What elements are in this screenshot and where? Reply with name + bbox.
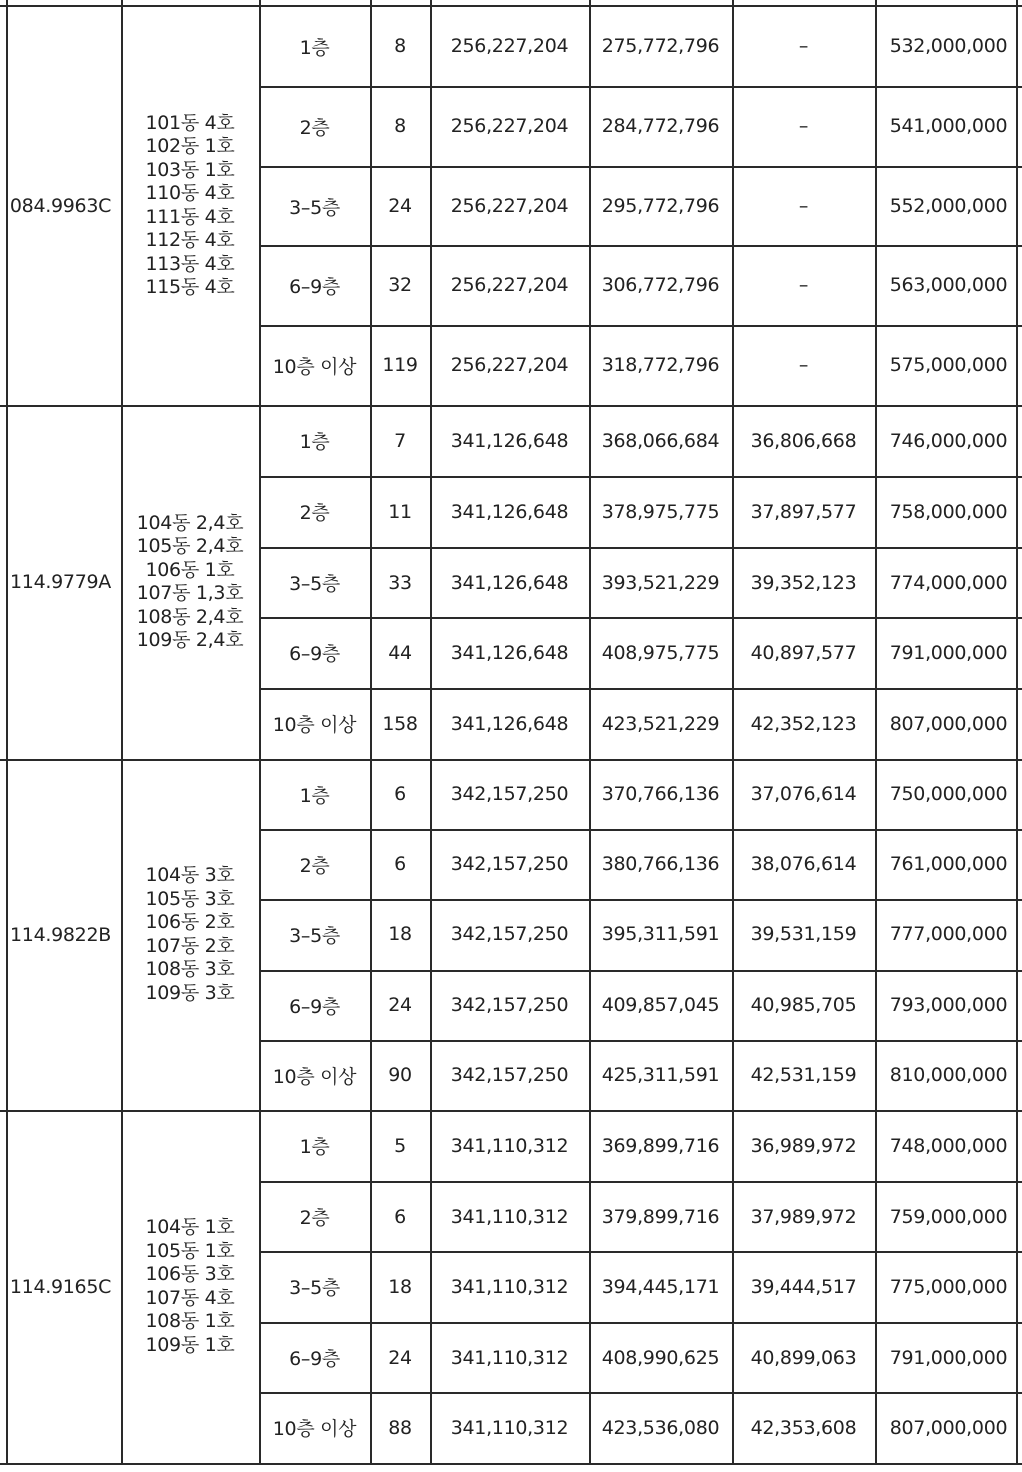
land-cell: 256,227,204 [450,115,569,137]
total-cell: 748,000,000 [889,1134,1008,1157]
total-cell: 807,000,000 [889,712,1008,735]
land-cell: 256,227,204 [450,354,569,376]
floor-cell: 2층 [299,116,330,139]
building-cell: 423,521,229 [601,712,720,735]
floor-cell: 2층 [299,854,330,877]
total-cell: 810,000,000 [889,1064,1008,1086]
total-cell: 775,000,000 [889,1275,1008,1298]
building-cell: 378,975,775 [601,500,720,523]
count-cell: 18 [388,1275,412,1298]
vat-cell: 42,352,123 [750,712,857,735]
total-cell: 793,000,000 [889,994,1008,1016]
building-cell: 295,772,796 [601,195,720,217]
floor-cell: 3–5층 [289,573,340,595]
vat-cell: 40,985,705 [750,994,857,1016]
group-divider [0,1463,1022,1465]
building-cell: 306,772,796 [601,274,720,296]
land-cell: 341,126,648 [450,712,569,735]
land-cell: 341,126,648 [450,429,569,452]
floor-cell: 10층 이상 [272,714,357,736]
land-cell: 341,110,312 [450,1416,569,1439]
total-cell: 575,000,000 [889,354,1008,376]
floor-cell: 1층 [299,36,330,59]
total-cell: 541,000,000 [889,115,1008,137]
count-cell: 18 [388,923,412,945]
floor-cell: 10층 이상 [272,1065,357,1088]
vat-cell: 36,989,972 [750,1134,857,1157]
floor-cell: 1층 [299,1136,330,1158]
unit-type-cell: 114.9822B [10,923,111,946]
floor-cell: 2층 [299,502,330,524]
floor-cell: 1층 [299,784,330,807]
vat-cell: 40,897,577 [750,641,857,664]
floor-cell: 6–9층 [289,275,340,298]
count-cell: 32 [388,274,412,296]
land-cell: 341,126,648 [450,641,569,664]
vat-cell: 40,899,063 [750,1346,857,1369]
land-cell: 256,227,204 [450,35,569,57]
count-cell: 119 [382,354,418,376]
vat-cell: 37,897,577 [750,500,857,523]
floor-cell: 3–5층 [289,924,340,947]
total-cell: 759,000,000 [889,1205,1008,1228]
building-units-cell: 104동 3호 105동 3호 106동 2호 107동 2호 108동 3호 109동 3호 [145,864,235,1004]
floor-cell: 3–5층 [289,196,340,219]
land-cell: 341,110,312 [450,1275,569,1298]
land-cell: 341,110,312 [450,1346,569,1369]
building-cell: 380,766,136 [601,853,720,875]
count-cell: 88 [388,1416,412,1439]
land-cell: 341,110,312 [450,1205,569,1228]
vat-cell: 38,076,614 [750,853,857,875]
total-cell: 791,000,000 [889,641,1008,664]
building-cell: 370,766,136 [601,783,720,805]
count-cell: 6 [394,1205,406,1228]
land-cell: 342,157,250 [450,783,569,805]
vat-cell: – [798,115,809,137]
building-units-cell: 104동 2,4호 105동 2,4호 106동 1호 107동 1,3호 108동 2,4호 109동 2,4호 [136,511,244,651]
total-cell: 563,000,000 [889,274,1008,296]
building-cell: 318,772,796 [601,354,720,376]
unit-type-cell: 114.9165C [9,1275,112,1298]
building-cell: 425,311,591 [601,1064,720,1086]
vat-cell: – [798,35,809,57]
count-cell: 90 [388,1064,412,1086]
land-cell: 342,157,250 [450,994,569,1016]
total-cell: 791,000,000 [889,1346,1008,1369]
count-cell: 8 [394,115,406,137]
vat-cell: 42,353,608 [750,1416,857,1439]
count-cell: 8 [394,35,406,57]
total-cell: 750,000,000 [889,783,1008,805]
floor-cell: 10층 이상 [272,355,357,378]
count-cell: 5 [394,1134,406,1157]
building-units-cell: 104동 1호 105동 1호 106동 3호 107동 4호 108동 1호 109동 1호 [145,1216,235,1356]
building-cell: 423,536,080 [601,1416,720,1439]
vat-cell: 37,989,972 [750,1205,857,1228]
land-cell: 341,126,648 [450,500,569,523]
total-cell: 807,000,000 [889,1416,1008,1439]
total-cell: 758,000,000 [889,500,1008,523]
vat-cell: – [798,195,809,217]
count-cell: 158 [382,712,418,735]
count-cell: 24 [388,994,412,1016]
total-cell: 746,000,000 [889,429,1008,452]
floor-cell: 3–5층 [289,1277,340,1299]
land-cell: 256,227,204 [450,274,569,296]
floor-cell: 6–9층 [289,1348,340,1370]
vat-cell: 39,444,517 [750,1275,857,1298]
count-cell: 7 [394,429,406,452]
building-cell: 408,990,625 [601,1346,720,1369]
building-cell: 284,772,796 [601,115,720,137]
building-cell: 408,975,775 [601,641,720,664]
building-units-cell: 101동 4호 102동 1호 103동 1호 110동 4호 111동 4호 112동 4호 113동 4호 115동 4호 [145,111,235,298]
total-cell: 777,000,000 [889,923,1008,945]
building-cell: 409,857,045 [601,994,720,1016]
vat-cell: 39,352,123 [750,571,857,594]
total-cell: 761,000,000 [889,853,1008,875]
unit-type-cell: 084.9963C [9,194,112,217]
total-cell: 532,000,000 [889,35,1008,57]
total-cell: 774,000,000 [889,571,1008,594]
land-cell: 341,110,312 [450,1134,569,1157]
count-cell: 6 [394,853,406,875]
total-cell: 552,000,000 [889,195,1008,217]
vat-cell: 36,806,668 [750,429,857,452]
vat-cell: – [798,274,809,296]
floor-cell: 1층 [299,431,330,453]
floor-cell: 10층 이상 [272,1418,357,1440]
land-cell: 342,157,250 [450,853,569,875]
land-cell: 341,126,648 [450,571,569,594]
unit-type-cell: 114.9779A [10,571,111,593]
count-cell: 11 [388,500,412,523]
building-cell: 368,066,684 [601,429,720,452]
count-cell: 24 [388,1346,412,1369]
vat-cell: – [798,354,809,376]
count-cell: 6 [394,783,406,805]
building-cell: 379,899,716 [601,1205,720,1228]
floor-cell: 6–9층 [289,643,340,665]
vat-cell: 37,076,614 [750,783,857,805]
count-cell: 33 [388,571,412,594]
building-cell: 394,445,171 [601,1275,720,1298]
building-cell: 275,772,796 [601,35,720,57]
floor-cell: 6–9층 [289,995,340,1018]
building-cell: 395,311,591 [601,923,720,945]
building-cell: 393,521,229 [601,571,720,594]
vat-cell: 39,531,159 [750,923,857,945]
building-cell: 369,899,716 [601,1134,720,1157]
vat-cell: 42,531,159 [750,1064,857,1086]
count-cell: 44 [388,641,412,664]
land-cell: 256,227,204 [450,195,569,217]
land-cell: 342,157,250 [450,1064,569,1086]
land-cell: 342,157,250 [450,923,569,945]
floor-cell: 2층 [299,1207,330,1229]
count-cell: 24 [388,195,412,217]
